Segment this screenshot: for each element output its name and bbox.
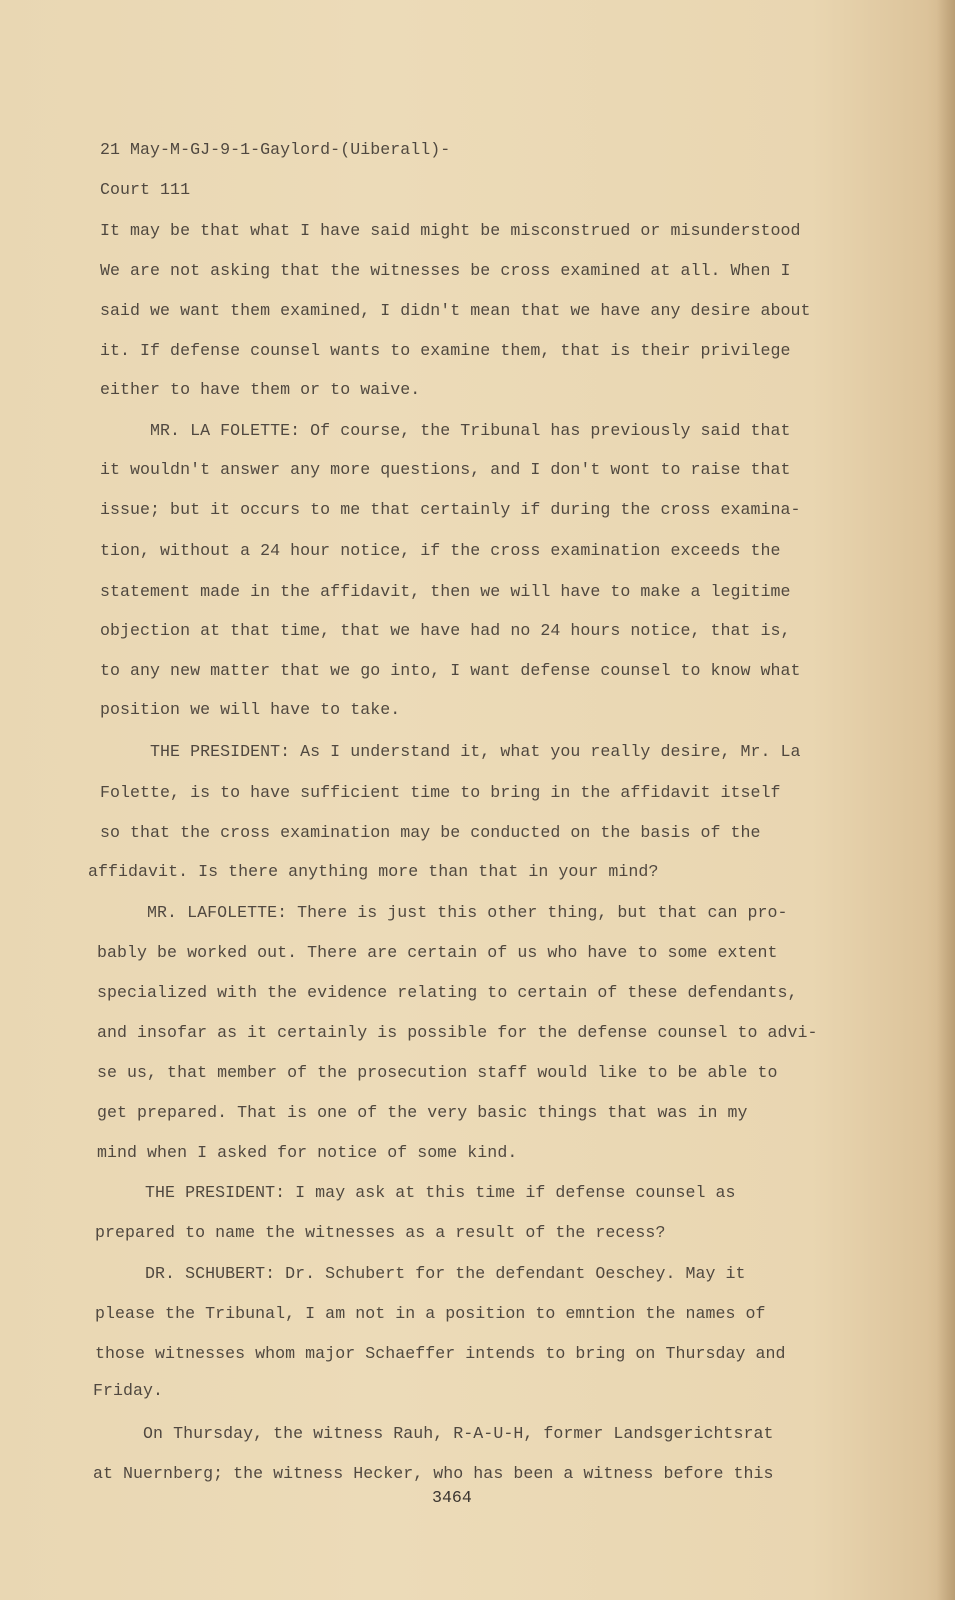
document-header: 21 May-M-GJ-9-1-Gaylord-(Uiberall)- <box>100 140 451 159</box>
transcript-line: objection at that time, that we have had no 24 hours notice, that is, <box>100 621 791 640</box>
transcript-line: MR. LA FOLETTE: Of course, the Tribunal has previously said that <box>100 421 791 440</box>
court-label: Court 111 <box>100 180 191 199</box>
transcript-line: it. If defense counsel wants to examine them, that is their privilege <box>100 341 791 360</box>
transcript-line: MR. LAFOLETTE: There is just this other thing, but that can pro- <box>97 903 788 922</box>
transcript-line: statement made in the affidavit, then we will have to make a legitime <box>100 582 791 601</box>
transcript-line: We are not asking that the witnesses be cross examined at all. When I <box>100 261 791 280</box>
transcript-line: to any new matter that we go into, I want defense counsel to know what <box>100 661 801 680</box>
transcript-line: It may be that what I have said might be misconstrued or misunderstood <box>100 221 801 240</box>
transcript-line: those witnesses whom major Schaeffer intends to bring on Thursday and <box>95 1344 786 1363</box>
transcript-line: prepared to name the witnesses as a result of the recess? <box>95 1223 666 1242</box>
transcript-line: affidavit. Is there anything more than that in your mind? <box>88 862 659 881</box>
transcript-line: get prepared. That is one of the very basic things that was in my <box>97 1103 748 1122</box>
transcript-line: bably be worked out. There are certain of us who have to some extent <box>97 943 778 962</box>
transcript-line: and insofar as it certainly is possible for the defense counsel to advi- <box>97 1023 818 1042</box>
transcript-line: THE PRESIDENT: I may ask at this time if defense counsel as <box>95 1183 736 1202</box>
transcript-line: at Nuernberg; the witness Hecker, who has been a witness before this <box>93 1464 774 1483</box>
transcript-line: issue; but it occurs to me that certainly if during the cross examina- <box>100 500 801 519</box>
transcript-line: it wouldn't answer any more questions, and I don't wont to raise that <box>100 460 791 479</box>
page-number: 3464 <box>432 1488 472 1507</box>
transcript-line: Friday. <box>93 1381 164 1400</box>
transcript-line: either to have them or to waive. <box>100 380 421 399</box>
transcript-line: so that the cross examination may be conducted on the basis of the <box>100 823 761 842</box>
paper-edge-shadow <box>937 0 955 1600</box>
transcript-line: position we will have to take. <box>100 700 401 719</box>
transcript-line: mind when I asked for notice of some kind. <box>97 1143 518 1162</box>
transcript-line: Folette, is to have sufficient time to bring in the affidavit itself <box>100 783 781 802</box>
transcript-line: please the Tribunal, I am not in a position to emntion the names of <box>95 1304 766 1323</box>
transcript-line: On Thursday, the witness Rauh, R-A-U-H, former Landsgerichtsrat <box>93 1424 774 1443</box>
transcript-line: THE PRESIDENT: As I understand it, what you really desire, Mr. La <box>100 742 801 761</box>
transcript-line: said we want them examined, I didn't mean that we have any desire about <box>100 301 811 320</box>
transcript-line: se us, that member of the prosecution staff would like to be able to <box>97 1063 778 1082</box>
transcript-line: DR. SCHUBERT: Dr. Schubert for the defendant Oeschey. May it <box>95 1264 746 1283</box>
transcript-line: specialized with the evidence relating to certain of these defendants, <box>97 983 798 1002</box>
transcript-line: tion, without a 24 hour notice, if the cross examination exceeds the <box>100 541 781 560</box>
